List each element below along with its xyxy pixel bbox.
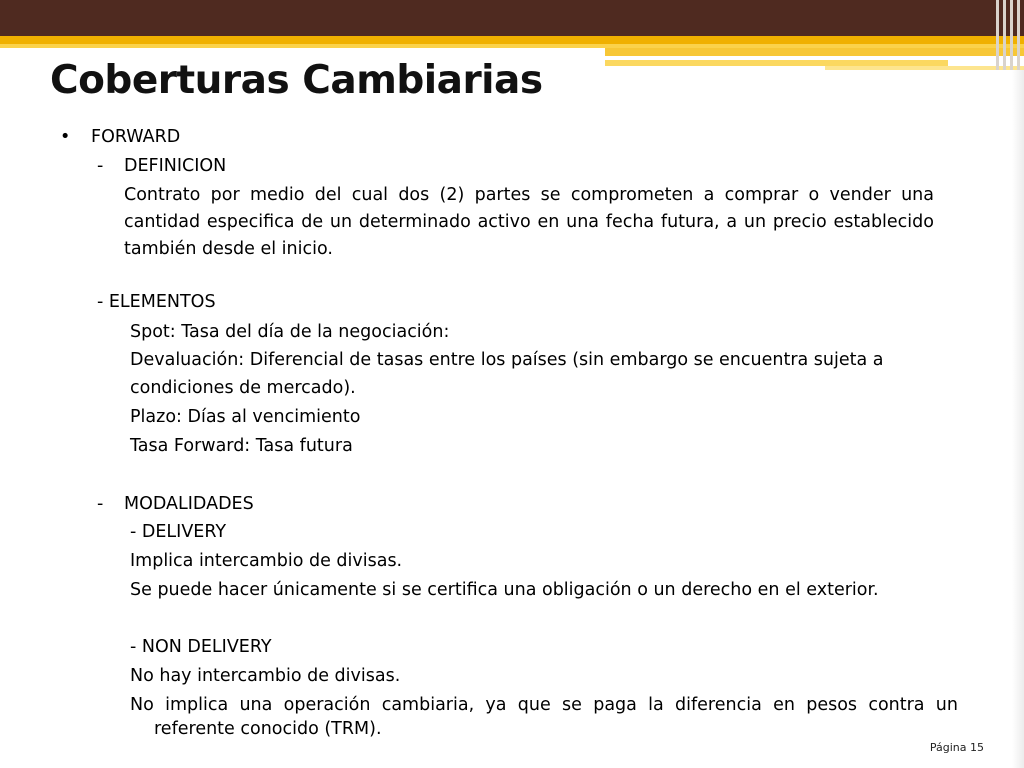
page-number: Página 15 [929,741,984,754]
elemento-tasa-forward: Tasa Forward: Tasa futura [130,436,353,456]
delivery-line-1: Implica intercambio de divisas. [130,551,403,571]
slide-title: Coberturas Cambiarias [50,58,543,103]
forward-heading: FORWARD [91,127,181,147]
modalidades-heading: MODALIDADES [124,494,254,514]
elementos-heading: - ELEMENTOS [97,292,216,312]
elemento-plazo: Plazo: Días al vencimiento [130,407,361,427]
elemento-devaluacion-cont: condiciones de mercado). [130,378,356,398]
definicion-heading: DEFINICION [124,156,227,176]
dash-definicion: - [97,156,104,176]
elemento-devaluacion: Devaluación: Diferencial de tasas entre los países (sin embargo se encuentra sujeta a [130,350,884,370]
non-delivery-line-1: No hay intercambio de divisas. [130,666,401,686]
bullet-dot: • [60,127,71,147]
delivery-line-2: Se puede hacer únicamente si se certifica una obligación o un derecho en el exterior. [130,580,879,600]
definicion-text: Contrato por medio del cual dos (2) partes se comprometen a comprar o vender una cantidad especifica de un determinado activo en una fecha futura, a un precio establecido también desde el inicio. [124,185,934,259]
non-delivery-heading: - NON DELIVERY [130,637,272,657]
dash-modalidades: - [97,494,104,514]
non-delivery-paragraph: No implica una operación cambiaria, ya que se paga la diferencia en pesos contra un referente conocido (TRM). [130,695,958,739]
elemento-spot: Spot: Tasa del día de la negociación: [130,322,450,342]
delivery-heading: - DELIVERY [130,522,227,542]
